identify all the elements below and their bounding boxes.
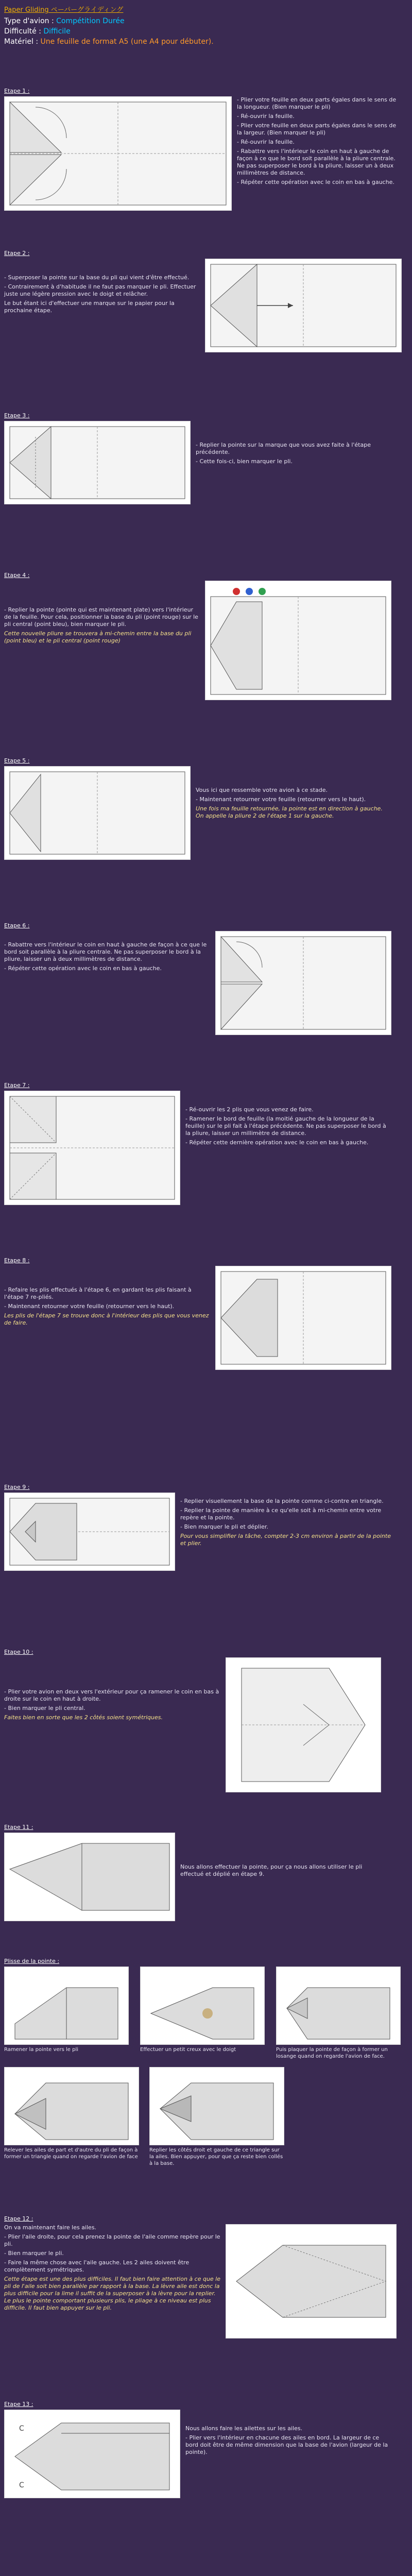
type-label: Type d'avion : <box>4 17 54 25</box>
step-1 <box>4 88 408 211</box>
step-heading: Etape 4 : <box>4 572 30 579</box>
step-3 <box>4 412 408 504</box>
red-marker-icon <box>233 588 240 595</box>
step-5-line: - Maintenant retourner votre feuille (retourner vers le haut). <box>196 796 366 803</box>
difficulty-value: Difficile <box>43 27 71 36</box>
step-9-line: - Replier visuellement la base de la pointe comme ci-contre en triangle. <box>180 1498 384 1504</box>
step-2 <box>4 250 408 352</box>
nose-fold-diagram-4 <box>4 2067 139 2145</box>
nose-fold-diagram-3 <box>276 1967 401 2045</box>
meta-info <box>4 16 408 47</box>
step-10 <box>4 1649 408 1792</box>
step-12-line: - Plier l'aile droite, pour cela prenez la pointe de l'aile comme repère pour le pli. <box>4 2233 220 2247</box>
nose-fold-caption: Effectuer un petit creux avec le doigt <box>140 2047 236 2053</box>
green-marker-icon <box>259 588 266 595</box>
step-2-line: - Contrairement à d'habitude il ne faut pas marquer le pli. Effectuer juste une légère pression avec le doigt et relâcher. <box>4 283 196 297</box>
nose-fold-diagram-2 <box>140 1967 265 2045</box>
step-7 <box>4 1082 408 1205</box>
step-13-line: - Plier vers l'intérieur en chacune des ailes en bord. La largeur de ce bord doit être de même dimension que la base de l'avion (largeur de la pointe). <box>185 2434 388 2455</box>
step-1-line: - Plier votre feuille en deux parts égales dans le sens de la largeur. (Bien marquer le pli) <box>237 122 397 136</box>
step-8-line: - Refaire les plis effectués à l'étape 6, en gardant les plis faisant à l'étape 7 re-pliés. <box>4 1286 192 1300</box>
nose-fold-caption: Ramener la pointe vers le pli <box>4 2047 79 2053</box>
step-heading: Plisse de la pointe : <box>4 1958 60 1964</box>
step-12-diagram <box>226 2224 397 2338</box>
step-9-note: Pour vous simplifier la tâche, compter 2-3 cm environ à partir de la pointe et plier. <box>180 1533 391 1547</box>
svg-text:C: C <box>19 2425 24 2433</box>
step-2-line: Le but étant ici d'effectuer une marque sur le papier pour la prochaine étape. <box>4 300 175 314</box>
step-4 <box>4 572 408 700</box>
step-12 <box>4 2215 408 2338</box>
step-3-diagram <box>4 421 191 504</box>
nose-fold-caption: Replier les côtés droit et gauche de ce triangle sur la ailes. Bien appuyer, pour que ça reste bien collés à la base. <box>149 2147 283 2166</box>
step-13-diagram <box>4 2410 180 2498</box>
material-value: Une feuille de format A5 (une A4 pour débuter). <box>40 38 214 46</box>
page-title: Paper Gliding ペーパーグライディング <box>4 6 124 14</box>
blue-marker-icon <box>246 588 253 595</box>
step-11-line: Nous allons effectuer la pointe, pour ça nous allons utiliser le pli effectué et déplié en étape 9. <box>180 1863 363 1877</box>
step-3-line: - Cette fois-ci, bien marquer le pli. <box>196 458 293 465</box>
step-12-note: Cette étape est une des plus difficiles. Il faut bien faire attention à ce que le pli de l'aile soit bien parallèle par rapport à la base. La lèvre aile est donc la plus difficile pour la lime il suffit de la superposer à la lèvre pour la replier. Le plus le pointe comportant plusieurs plis, le pliage à ce niveau est plus difficile. Il faut bien appuyer sur le pli. <box>4 2276 221 2311</box>
step-2-diagram <box>205 259 402 352</box>
step-7-line: - Ré-ouvrir les 2 plis que vous venez de faire. <box>185 1106 314 1113</box>
step-8-diagram <box>215 1266 391 1370</box>
step-13-line: Nous allons faire les ailettes sur les ailes. <box>185 2425 303 2432</box>
step-1-line: - Ré-ouvrir la feuille. <box>237 139 295 145</box>
step-6-diagram <box>215 931 391 1035</box>
step-heading: Etape 5 : <box>4 757 30 764</box>
difficulty-label: Difficulté : <box>4 27 41 36</box>
nose-fold-section <box>4 1958 408 2167</box>
type-value: Compétition Durée <box>56 17 125 25</box>
nose-fold-diagram-5 <box>149 2067 284 2145</box>
svg-text:C: C <box>19 2481 24 2489</box>
step-10-line: - Bien marquer le pli central. <box>4 1705 85 1711</box>
step-12-line: On va maintenant faire les ailes. <box>4 2224 97 2231</box>
step-1-diagram <box>4 96 232 211</box>
step-1-line: - Plier votre feuille en deux parts égales dans le sens de la longueur. (Bien marquer le pli) <box>237 96 397 110</box>
step-7-diagram <box>4 1091 180 1205</box>
step-7-line: - Répéter cette dernière opération avec le coin en bas à gauche. <box>185 1139 369 1146</box>
step-3-line: - Replier la pointe sur la marque que vous avez faite à l'étape précédente. <box>196 442 371 455</box>
page <box>4 4 408 47</box>
step-11-diagram <box>4 1833 175 1921</box>
step-8 <box>4 1257 408 1370</box>
step-heading: Etape 6 : <box>4 922 30 929</box>
step-5-line: Une fois ma feuille retournée, la pointe est en direction à gauche. On appelle la pliure 2 de l'étape 1 sur la gauche. <box>196 805 383 819</box>
step-heading: Etape 12 : <box>4 2215 33 2222</box>
step-heading: Etape 8 : <box>4 1257 30 1264</box>
step-8-line: - Maintenant retourner votre feuille (retourner vers le haut). <box>4 1303 175 1310</box>
step-1-line: - Rabattre vers l'intérieur le coin en haut à gauche de façon à ce que le bord soit parallèle à la pliure centrale. Ne pas superposer le bord à la pliure, laisser un à deux millimètres de distance. <box>237 148 396 176</box>
step-7-line: - Ramener le bord de feuille (la moitié gauche de la longueur de la feuille) sur le pli fait à l'étape précédente. Ne pas superposer le bord à la pliure, laisser un millimètre de distance. <box>185 1115 386 1137</box>
step-6 <box>4 922 408 1035</box>
step-13 <box>4 2401 408 2498</box>
step-heading: Etape 10 : <box>4 1649 33 1655</box>
step-12-line: - Bien marquer le pli. <box>4 2250 64 2257</box>
step-9-diagram <box>4 1493 175 1571</box>
step-heading: Etape 13 : <box>4 2401 33 2408</box>
step-9-line: - Bien marquer le pli et déplier. <box>180 1523 268 1530</box>
nose-fold-caption: Puis plaquer la pointe de façon à former un losange quand on regarde l'avion de face. <box>276 2047 388 2059</box>
step-4-diagram <box>205 581 391 700</box>
step-5-line: Vous ici que ressemble votre avion à ce stade. <box>196 787 328 793</box>
step-10-note: Faites bien en sorte que les 2 côtés soient symétriques. <box>4 1714 163 1721</box>
step-1-line: - Ré-ouvrir la feuille. <box>237 113 295 120</box>
step-heading: Etape 1 : <box>4 88 30 94</box>
step-heading: Etape 9 : <box>4 1484 30 1490</box>
step-10-line: - Plier votre avion en deux vers l'extérieur pour ça ramener le coin en bas à droite sur le coin en haut à droite. <box>4 1688 219 1702</box>
step-heading: Etape 11 : <box>4 1824 33 1831</box>
step-6-line: - Rabattre vers l'intérieur le coin en haut à gauche de façon à ce que le bord soit parallèle à la pliure centrale. Ne pas superposer le bord à la pliure, laisser un à deux millimètres de distance. <box>4 941 207 962</box>
step-heading: Etape 3 : <box>4 412 30 419</box>
step-4-line: - Replier la pointe (pointe qui est maintenant plate) vers l'intérieur de la feuille. Pour cela, positionner la base du pli (point rouge) sur le pli central (point bleu), bien marquer le pli. <box>4 606 198 628</box>
nose-fold-caption: Relever les ailes de part et d'autre du pli de façon à former un triangle quand on regarde l'avion de face <box>4 2147 138 2160</box>
step-heading: Etape 7 : <box>4 1082 30 1089</box>
step-6-line: - Répéter cette opération avec le coin en bas à gauche. <box>4 965 162 972</box>
nose-fold-diagram-1 <box>4 1967 129 2045</box>
step-11 <box>4 1824 408 1921</box>
step-8-note: Les plis de l'étape 7 se trouve donc à l'intérieur des plis que vous venez de faire. <box>4 1312 209 1326</box>
step-10-diagram <box>226 1657 381 1792</box>
step-heading: Etape 2 : <box>4 250 30 257</box>
step-12-line: - Faire la même chose avec l'aile gauche. Les 2 ailes doivent être complètement symétriques. <box>4 2259 190 2273</box>
material-label: Matériel : <box>4 38 39 46</box>
step-4-note: Cette nouvelle pliure se trouvera à mi-chemin entre la base du pli (point bleu) et le pli central (point rouge) <box>4 630 192 644</box>
step-1-line: - Répéter cette opération avec le coin en bas à gauche. <box>237 179 394 185</box>
step-5 <box>4 757 408 860</box>
step-5-diagram <box>4 766 191 860</box>
step-2-line: - Superposer la pointe sur la base du pli qui vient d'être effectué. <box>4 274 190 281</box>
step-9-line: - Replier la pointe de manière à ce qu'elle soit à mi-chemin entre votre repère et la pointe. <box>180 1507 382 1521</box>
step-9 <box>4 1484 408 1571</box>
